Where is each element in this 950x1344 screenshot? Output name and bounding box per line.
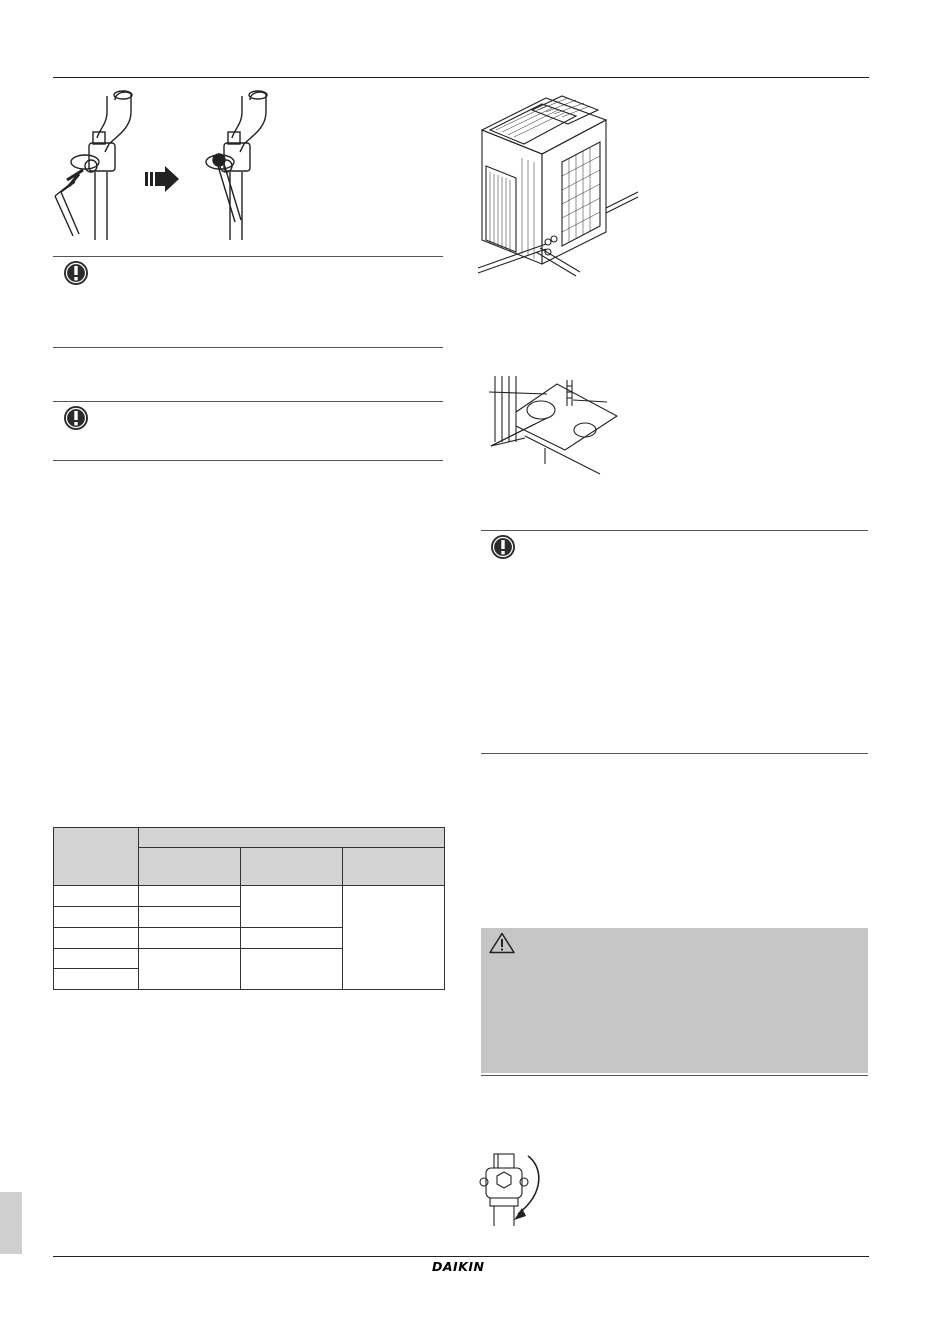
caution-bottom-rule [481,1075,868,1076]
exclamation-circle-icon [63,260,89,286]
table-cell [54,886,139,907]
notice-2-bottom-rule [53,460,443,461]
knockout-hole-detail-illustration [485,372,620,477]
daikin-logo: DAIKIN [432,1259,485,1274]
table-cell [241,928,343,949]
warning-triangle-icon [489,932,515,954]
caution-box [481,928,868,1073]
table-cell [343,886,445,990]
table-cell [54,969,139,990]
specification-table [53,827,445,990]
outdoor-unit-illustration [476,92,641,287]
notice-1-top-rule [53,256,443,257]
table-header-cell [241,848,343,886]
table-cell [241,886,343,928]
stop-valve-rotation-illustration [476,1150,556,1228]
table-cell [139,928,241,949]
header-rule [53,77,869,78]
table-cell [241,949,343,990]
table-cell [54,907,139,928]
notice-1-bottom-rule [53,347,443,348]
table-header-cell [343,848,445,886]
exclamation-circle-icon [490,534,516,560]
table-header-cell [54,828,139,886]
table-cell [139,907,241,928]
side-tab-marker [0,1192,22,1254]
notice-2-top-rule [53,401,443,402]
notice-3-bottom-rule [481,753,868,754]
right-arrow-icon [145,166,179,192]
hex-key-valve-illustration [45,88,270,248]
table-header-cell [139,848,241,886]
table-cell [54,928,139,949]
notice-3-top-rule [481,530,868,531]
table-header-cell [139,828,445,848]
footer-rule [53,1256,869,1257]
table-cell [139,949,241,990]
exclamation-circle-icon [63,405,89,431]
table-cell [54,949,139,969]
table-cell [139,886,241,907]
